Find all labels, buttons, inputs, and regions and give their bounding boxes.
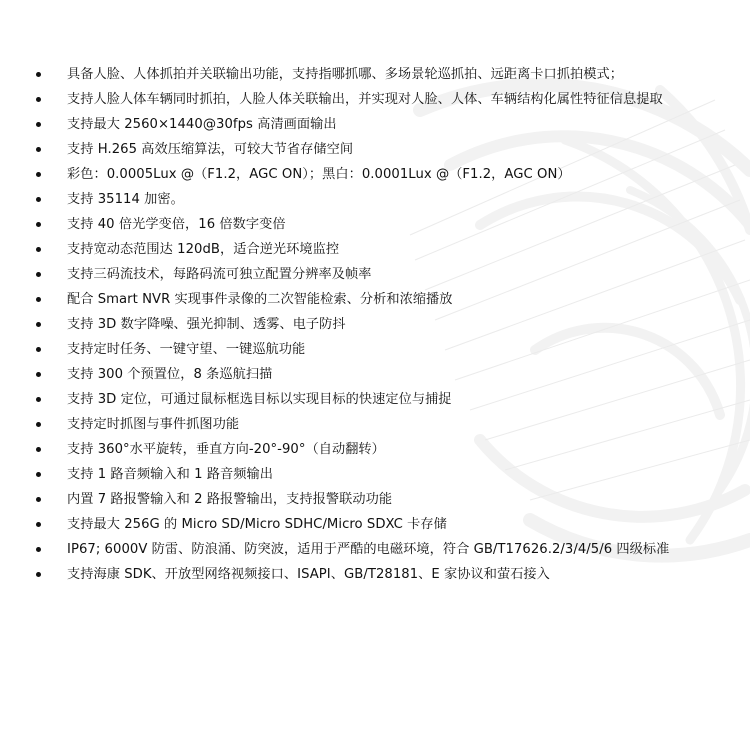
list-item-text: 支持 3D 数字降噪、强光抑制、透雾、电子防抖 [67, 317, 346, 332]
list-item-text: 支持人脸人体车辆同时抓拍，人脸人体关联输出，并实现对人脸、人体、车辆结构化属性特征信息提取 [67, 92, 663, 107]
bullet-icon [36, 322, 41, 327]
list-item [36, 162, 736, 187]
list-item [36, 212, 736, 237]
list-item-text: 支持三码流技术，每路码流可独立配置分辨率及帧率 [67, 267, 372, 282]
list-item-text: 支持海康 SDK、开放型网络视频接口、ISAPI、GB/T28181、E 家协议和萤石接入 [67, 567, 550, 582]
bullet-icon [36, 247, 41, 252]
bullet-icon [36, 297, 41, 302]
list-item [36, 437, 736, 462]
bullet-icon [36, 422, 41, 427]
list-item [36, 312, 736, 337]
list-item [36, 387, 736, 412]
list-item [36, 412, 736, 437]
list-item-text: 支持宽动态范围达 120dB，适合逆光环境监控 [67, 242, 340, 257]
bullet-icon [36, 397, 41, 402]
list-item [36, 462, 736, 487]
bullet-icon [36, 172, 41, 177]
bullet-icon [36, 97, 41, 102]
bullet-icon [36, 72, 41, 77]
list-item [36, 537, 736, 562]
bullet-icon [36, 147, 41, 152]
list-item [36, 137, 736, 162]
list-item [36, 62, 736, 87]
list-item [36, 87, 736, 112]
list-item [36, 187, 736, 212]
bullet-icon [36, 497, 41, 502]
list-item-text: 彩色：0.0005Lux @（F1.2，AGC ON）；黑白：0.0001Lux @（F1.2，AGC ON） [67, 167, 571, 182]
bullet-icon [36, 572, 41, 577]
list-item [36, 237, 736, 262]
bullet-icon [36, 522, 41, 527]
bullet-icon [36, 222, 41, 227]
bullet-icon [36, 347, 41, 352]
bullet-icon [36, 272, 41, 277]
bullet-icon [36, 472, 41, 477]
bullet-icon [36, 372, 41, 377]
list-item [36, 337, 736, 362]
list-item-text: 支持 360°水平旋转，垂直方向-20°-90°（自动翻转） [67, 442, 385, 457]
bullet-icon [36, 547, 41, 552]
list-item [36, 362, 736, 387]
bullet-icon [36, 197, 41, 202]
bullet-icon [36, 447, 41, 452]
list-item-text: 支持最大 2560×1440@30fps 高清画面输出 [67, 117, 337, 132]
list-item-text: 配合 Smart NVR 实现事件录像的二次智能检索、分析和浓缩播放 [67, 292, 453, 307]
list-item-text: IP67; 6000V 防雷、防浪涌、防突波，适用于严酷的电磁环境，符合 GB/T17626.2/3/4/5/6 四级标准 [67, 542, 670, 557]
feature-list [36, 62, 736, 587]
list-item-text: 支持 1 路音频输入和 1 路音频输出 [67, 467, 273, 482]
list-item-text: 支持定时抓图与事件抓图功能 [67, 417, 240, 432]
list-item-text: 支持定时任务、一键守望、一键巡航功能 [67, 342, 306, 357]
list-item-text: 支持 H.265 高效压缩算法，可较大节省存储空间 [67, 142, 354, 157]
list-item-text: 具备人脸、人体抓拍并关联输出功能，支持指哪抓哪、多场景轮巡抓拍、远距离卡口抓拍模式； [67, 67, 623, 82]
list-item [36, 262, 736, 287]
list-item-text: 支持 40 倍光学变倍，16 倍数字变倍 [67, 217, 286, 232]
list-item-text: 支持 300 个预置位，8 条巡航扫描 [67, 367, 273, 382]
list-item [36, 562, 736, 587]
list-item-text: 支持 35114 加密。 [67, 192, 184, 207]
list-item [36, 287, 736, 312]
list-item [36, 112, 736, 137]
list-item [36, 487, 736, 512]
bullet-icon [36, 122, 41, 127]
list-item [36, 512, 736, 537]
list-item-text: 内置 7 路报警输入和 2 路报警输出，支持报警联动功能 [67, 492, 393, 507]
list-item-text: 支持 3D 定位，可通过鼠标框选目标以实现目标的快速定位与捕捉 [67, 392, 452, 407]
list-item-text: 支持最大 256G 的 Micro SD/Micro SDHC/Micro SDXC 卡存储 [67, 517, 447, 532]
